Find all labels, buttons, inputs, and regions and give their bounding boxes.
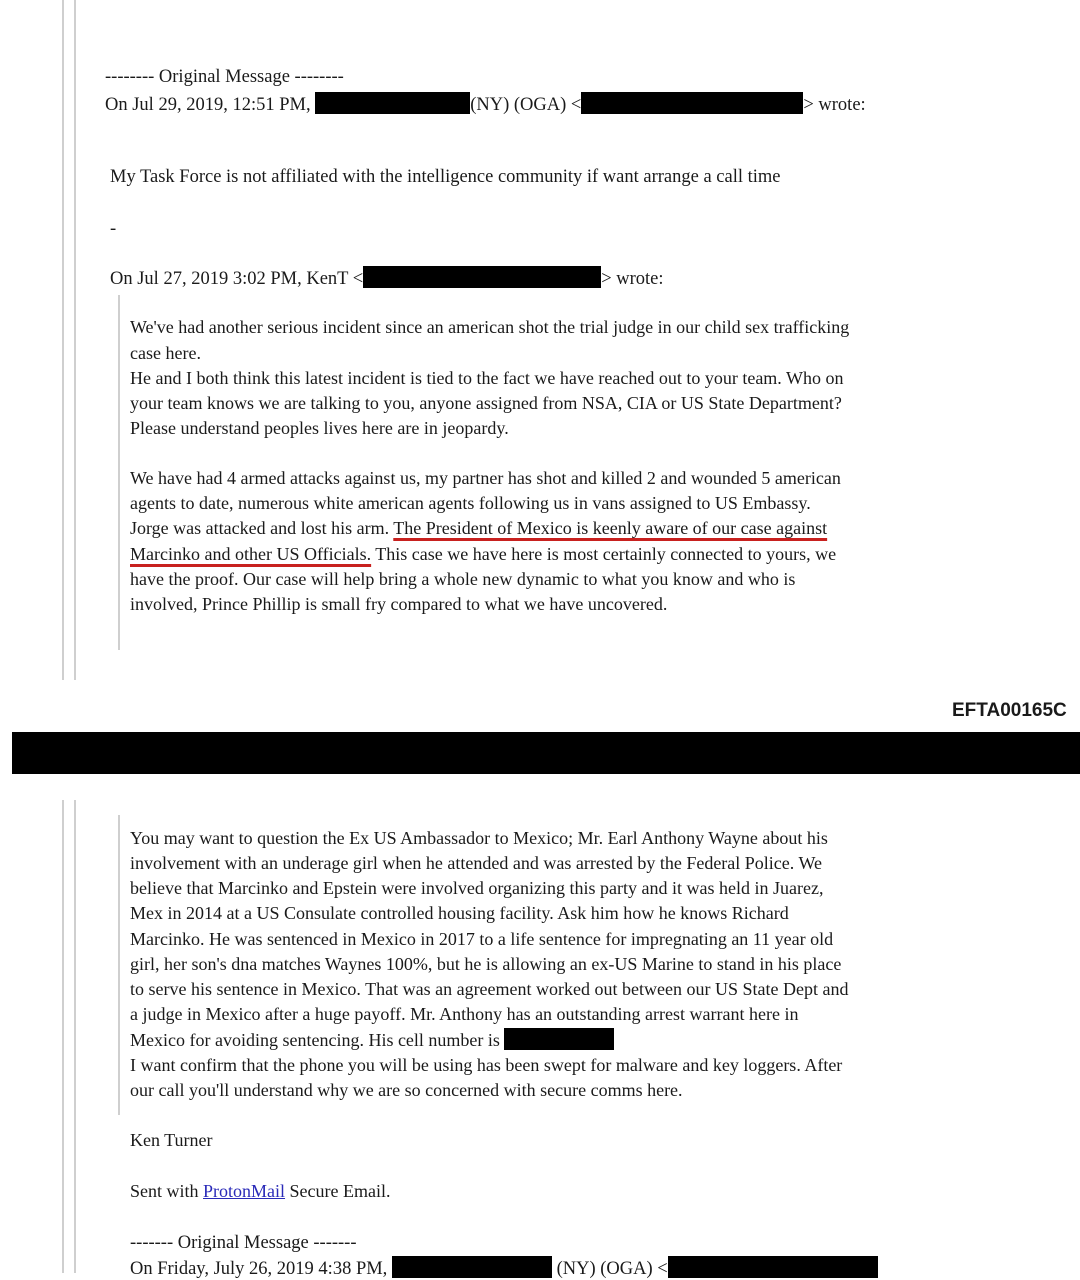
email-header-line (130, 1256, 878, 1280)
quote-text: Jorge was attacked and lost his arm. (130, 518, 394, 538)
body-line: involvement with an underage girl when he attended and was arrested by the Federal Police. We (130, 853, 822, 873)
body-line: to serve his sentence in Mexico. That was an agreement worked out between our US State Dept and (130, 979, 849, 999)
page-margin-line (62, 0, 64, 680)
sent-with-line (130, 1180, 391, 1202)
quote-line-text: agents to date, numerous white american agents following us in vans assigned to US Embassy. (130, 493, 811, 513)
body-line: I want confirm that the phone you will be using has been swept for malware and key loggers. After (130, 1055, 843, 1075)
body-line: Mex in 2014 at a US Consulate controlled housing facility. Ask him how he knows Richard (130, 903, 789, 923)
quote-line-text (130, 543, 836, 565)
underlined-text: The President of Mexico is keenly aware of our case against (393, 518, 828, 538)
page-margin-line (74, 800, 76, 1273)
redacted-email (581, 92, 803, 114)
original-message-separator: -------- Original Message -------- (105, 67, 344, 87)
quote-line-text: He and I both think this latest incident is tied to the fact we have reached out to your team. Who on (130, 368, 844, 388)
email-body: My Task Force is not affiliated with the intelligence community if want arrange a call time (110, 167, 781, 187)
sent-prefix: Sent with (130, 1181, 204, 1201)
email-header-line (110, 266, 664, 290)
redacted-name (392, 1256, 552, 1278)
email-date: On Friday, July 26, 2019 4:38 PM, (130, 1259, 388, 1279)
body-line: Marcinko. He was sentenced in Mexico in 2017 to a life sentence for impregnating an 11 year old (130, 929, 834, 949)
quote-line-text: involved, Prince Phillip is small fry compared to what we have uncovered. (130, 594, 668, 614)
quote-line-text: We've had another serious incident since an american shot the trial judge in our child sex trafficking (130, 317, 850, 337)
quote-line (118, 295, 120, 650)
original-message-separator: ------- Original Message ------- (130, 1233, 357, 1253)
page-margin-line (62, 800, 64, 1273)
wrote-label: > wrote: (803, 95, 866, 115)
body-line: believe that Marcinko and Epstein were involved organizing this party and it was held in Juarez, (130, 878, 824, 898)
sent-suffix: Secure Email. (285, 1181, 391, 1201)
quote-line-text: have the proof. Our case will help bring a whole new dynamic to what you know and who is (130, 569, 796, 589)
redacted-email (363, 266, 601, 288)
quote-line-text (130, 517, 827, 539)
sender-org: (NY) (OGA) < (470, 95, 582, 115)
underlined-text: Marcinko and other US Officials. (130, 544, 372, 564)
quote-line-text: Please understand peoples lives here are in jeopardy. (130, 418, 509, 438)
signature: Ken Turner (130, 1130, 213, 1150)
body-text: Mexico for avoiding sentencing. His cell number is (130, 1030, 500, 1050)
body-line: a judge in Mexico after a huge payoff. Mr. Anthony has an outstanding arrest warrant here in (130, 1004, 799, 1024)
body-line: girl, her son's dna matches Waynes 100%, but he is allowing an ex-US Marine to stand in his place (130, 954, 842, 974)
quote-line-text: We have had 4 armed attacks against us, my partner has shot and killed 2 and wounded 5 american (130, 468, 841, 488)
email-header-line (105, 92, 866, 116)
page-separator-bar (12, 732, 1080, 774)
quote-line-text: your team knows we are talking to you, anyone assigned from NSA, CIA or US State Department? (130, 393, 842, 413)
body-line (130, 1028, 614, 1051)
sender-org: (NY) (OGA) < (556, 1259, 668, 1279)
redacted-phone (504, 1028, 614, 1050)
body-line: You may want to question the Ex US Ambassador to Mexico; Mr. Earl Anthony Wayne about his (130, 828, 828, 848)
body-line: our call you'll understand why we are so concerned with secure comms here. (130, 1080, 683, 1100)
quote-line-text: case here. (130, 343, 201, 363)
email-date: On Jul 27, 2019 3:02 PM, KenT < (110, 269, 364, 289)
quote-text: This case we have here is most certainly connected to yours, we (371, 544, 837, 564)
protonmail-link[interactable]: ProtonMail (203, 1181, 286, 1201)
email-date: On Jul 29, 2019, 12:51 PM, (105, 95, 311, 115)
page-margin-line (74, 0, 76, 680)
page-id: EFTA00165C (952, 700, 1067, 721)
wrote-label: > wrote: (601, 269, 664, 289)
dash: - (110, 219, 117, 239)
redacted-name (315, 92, 470, 114)
quote-line (118, 815, 120, 1115)
redacted-email (668, 1256, 878, 1278)
